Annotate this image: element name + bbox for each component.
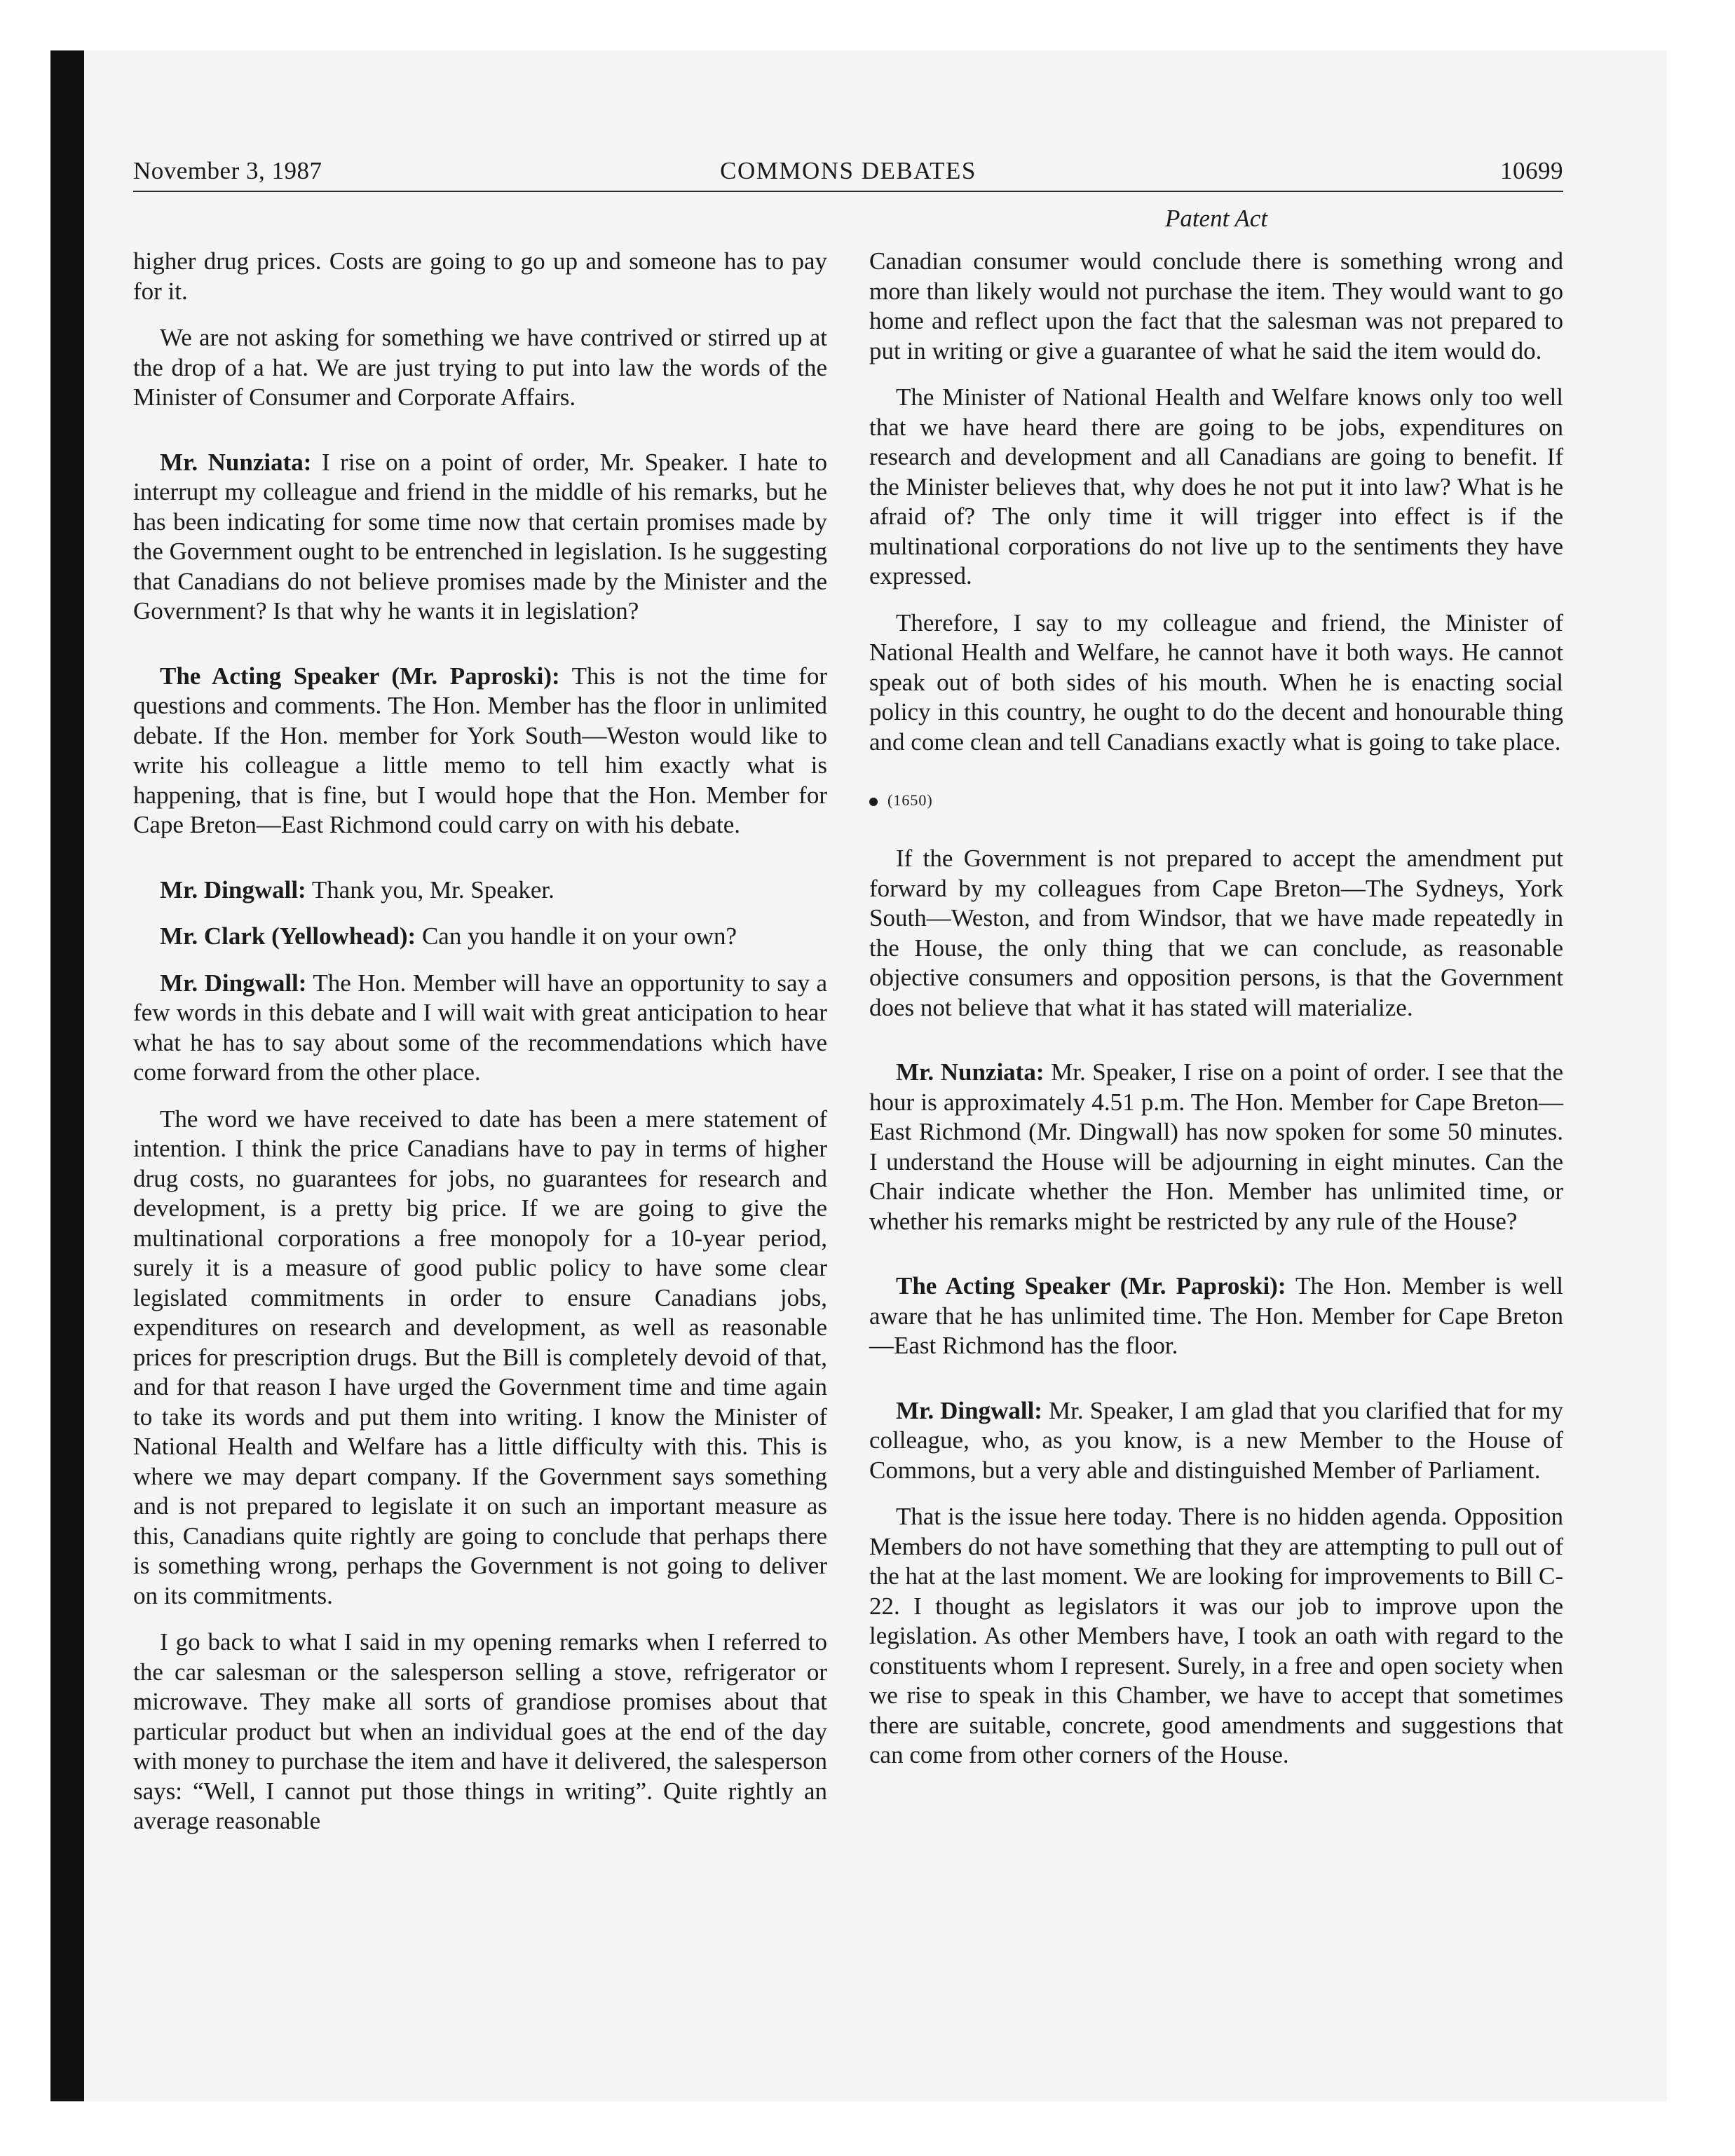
header-publication: COMMONS DEBATES (720, 157, 977, 184)
paragraph-text: The Hon. Member is well aware that he has unlimited time. The Hon. Member for Cape Breton—East Richmond has the floor. (869, 1272, 1563, 1359)
right-column (869, 247, 1563, 1787)
paragraph (133, 969, 827, 1088)
scan-edge (50, 50, 84, 2101)
paragraph (133, 1105, 827, 1611)
paragraph (869, 1502, 1563, 1770)
paragraph (869, 1271, 1563, 1361)
paragraph-text: We are not asking for something we have contrived or stirred up at the drop of a hat. We are just trying to put into law the words of the Minister of Consumer and Corporate Affairs. (133, 324, 827, 411)
header-rule (133, 191, 1563, 192)
paragraph (133, 922, 827, 952)
paragraph-text: I rise on a point of order, Mr. Speaker. I hate to interrupt my colleague and friend in the middle of his remarks, but he has been indicating for some time now that certain promises made by the Government ought to be entrenched in legislation. Is he suggesting that Canadians do not believe promises made by the Minister and the Government? Is that why he wants it in legislation? (133, 448, 827, 625)
paragraph (133, 448, 827, 627)
paragraph-text: That is the issue here today. There is no hidden agenda. Opposition Members do not have something that they are attempting to pull out of the hat at the last moment. We are looking for improvements to Bill C-22. I thought as legislators it was our job to improve upon the legislation. As other Members have, I took an oath with regard to the constituents whom I represent. Surely, in a free and open society when we rise to speak in this Chamber, we have to accept that sometimes there are suitable, concrete, good amendments and suggestions that can come from other corners of the House. (869, 1503, 1563, 1768)
paragraph-text: higher drug prices. Costs are going to go up and someone has to pay for it. (133, 247, 827, 305)
paragraph (869, 1396, 1563, 1486)
bullet-icon (869, 798, 878, 806)
running-head: Patent Act (1164, 205, 1268, 232)
paragraph (133, 875, 827, 906)
paragraph (869, 383, 1563, 592)
time-marker (869, 786, 1563, 814)
paragraph (133, 323, 827, 413)
speaker-name: Mr. Dingwall: (160, 969, 307, 997)
paragraph-text: Canadian consumer would conclude there is something wrong and more than likely would not purchase the item. They would want to go home and reflect upon the fact that the salesman was not prepared to put in writing or give a guarantee of what he said the item would do. (869, 247, 1563, 364)
paragraph (869, 608, 1563, 758)
paragraph-text: I go back to what I said in my opening remarks when I referred to the car salesman or the salesperson selling a stove, refrigerator or microwave. They make all sorts of grandiose promises about that particular product but when an individual goes at the end of the day with money to purchase the item and have it delivered, the salesperson says: “Well, I cannot put those things in writing”. Quite rightly an average reasonable (133, 1628, 827, 1834)
paragraph-text: This is not the time for questions and comments. The Hon. Member has the floor in unlimited debate. If the Hon. member for York South—Weston would like to write his colleague a little memo to tell him exactly what is happening, that is fine, but I would hope that the Hon. Member for Cape Breton—East Richmond could carry on with his debate. (133, 662, 827, 838)
time-marker-label: (1650) (887, 791, 933, 809)
paragraph-text: Mr. Speaker, I rise on a point of order. I see that the hour is approximately 4.51 p.m. The Hon. Member for Cape Breton—East Richmond (Mr. Dingwall) has now spoken for some 50 minutes. I understand the House will be adjourning in eight minutes. Can the Chair indicate whether the Hon. Member has unlimited time, or whether his remarks might be restricted by any rule of the House? (869, 1058, 1564, 1235)
paragraph-text: If the Government is not prepared to accept the amendment put forward by my colleagues from Cape Breton—The Sydneys, York South—Weston, and from Windsor, that we have made repeatedly in the House, the only thing that we can conclude, as reasonable objective consumers and opposition persons, is that the Government does not believe that what it has stated will materialize. (869, 845, 1563, 1021)
speaker-name: Mr. Clark (Yellowhead): (160, 922, 416, 950)
page-header (133, 157, 1563, 193)
speaker-name: Mr. Dingwall: (160, 875, 306, 903)
paragraph (133, 662, 827, 840)
header-date: November 3, 1987 (133, 157, 322, 184)
paragraph (133, 1628, 827, 1836)
speaker-name: Mr. Nunziata: (160, 448, 312, 476)
left-column (133, 247, 827, 1853)
paragraph-text: Can you handle it on your own? (421, 922, 737, 950)
paragraph-text: Therefore, I say to my colleague and friend, the Minister of National Health and Welfare, he cannot have it both ways. He cannot speak out of both sides of his mouth. When he is enacting social policy in this country, he ought to do the decent and honourable thing and come clean and tell Canadians exactly what is going to take place. (869, 608, 1563, 756)
speaker-name: The Acting Speaker (Mr. Paproski): (896, 1272, 1286, 1299)
paragraph-text: The word we have received to date has been a mere statement of intention. I think the price Canadians have to pay in terms of higher drug costs, no guarantees for jobs, no guarantees for research and development, is a pretty big price. If we are going to give the multinational corporations a free monopoly for a 10-year period, surely it is a measure of good public policy to have some clear legislated commitments in order to ensure Canadians jobs, expenditures on research and development, as well as reasonable prices for prescription drugs. But the Bill is completely devoid of that, and for that reason I have urged the Government time and time again to take its words and put them into writing. I know the Minister of National Health and Welfare has a little difficulty with this. This is where we may depart company. If the Government says something and is not prepared to legislate it on such an important measure as this, Canadians quite rightly are going to conclude that perhaps there is something wrong, perhaps the Government is not going to deliver on its commitments. (133, 1105, 827, 1609)
paragraph (133, 247, 827, 306)
header-page-number: 10699 (1500, 157, 1563, 184)
speaker-name: Mr. Nunziata: (896, 1058, 1045, 1086)
paragraph (869, 1058, 1563, 1236)
paragraph (869, 844, 1563, 1023)
paragraph-text: The Hon. Member will have an opportunity to say a few words in this debate and I will wait with great anticipation to hear what he has to say about some of the recommendations which have come forward from the other place. (133, 969, 828, 1086)
speaker-name: The Acting Speaker (Mr. Paproski): (160, 662, 560, 690)
speaker-name: Mr. Dingwall: (896, 1396, 1042, 1424)
paragraph-text: Thank you, Mr. Speaker. (311, 875, 554, 903)
paragraph-text: Mr. Speaker, I am glad that you clarified that for my colleague, who, as you know, is a new Member to the House of Commons, but a very able and distinguished Member of Parliament. (869, 1396, 1564, 1484)
paragraph (869, 247, 1563, 366)
paragraph-text: The Minister of National Health and Welfare knows only too well that we have heard there are going to be jobs, expenditures on research and development and all Canadians are going to benefit. If the Minister believes that, why does he not put it into law? What is he afraid of? The only time it will trigger into effect is if the multinational corporations do not live up to the sentiments they have expressed. (869, 383, 1563, 589)
